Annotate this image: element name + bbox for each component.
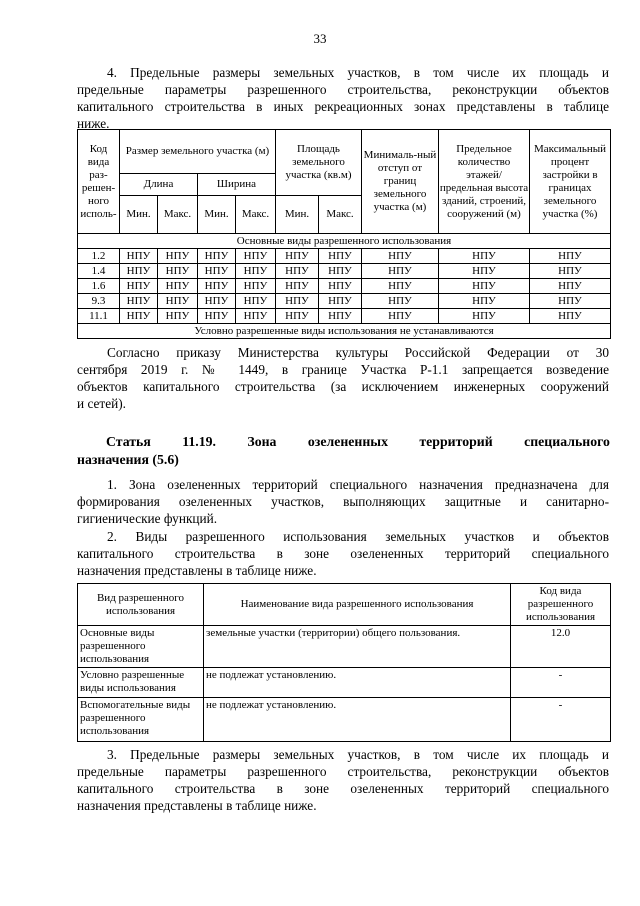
heading-line: назначения (5.6) bbox=[77, 452, 179, 467]
row-cell: НПУ bbox=[158, 249, 198, 264]
header-max-floors: Предельное количество этажей/ предельная высота зданий, строений, сооружений (м) bbox=[439, 130, 530, 234]
heading-word: озелененных bbox=[307, 434, 388, 449]
header-min: Мин. bbox=[276, 196, 319, 234]
paragraph-zone-purpose bbox=[77, 476, 609, 527]
row-cell: НПУ bbox=[198, 294, 236, 309]
heading-word: Зона bbox=[247, 434, 277, 449]
row-cell: НПУ bbox=[530, 264, 611, 279]
row-cell: НПУ bbox=[198, 279, 236, 294]
row-cell: НПУ bbox=[530, 294, 611, 309]
row-cell: НПУ bbox=[276, 309, 319, 324]
text-line: 2. Виды разрешенного использования земельных участков и объектов bbox=[107, 529, 609, 544]
row-cell: НПУ bbox=[439, 279, 530, 294]
header-max: Макс. bbox=[236, 196, 276, 234]
row-cell: НПУ bbox=[158, 294, 198, 309]
heading-line bbox=[106, 433, 610, 451]
row-cell: НПУ bbox=[236, 249, 276, 264]
row-cell: НПУ bbox=[120, 309, 158, 324]
text-line: назначения представлены в таблице ниже. bbox=[77, 798, 317, 813]
text-line: капитального строительства в зоне озелененных территорий специального bbox=[77, 546, 609, 561]
table-row bbox=[78, 249, 611, 264]
row-cell: НПУ bbox=[439, 294, 530, 309]
row-cell: НПУ bbox=[236, 264, 276, 279]
text-line: и сетей). bbox=[77, 396, 126, 411]
table-row bbox=[78, 626, 611, 668]
row-use-name: не подлежат установлению. bbox=[204, 668, 511, 698]
row-cell: НПУ bbox=[439, 309, 530, 324]
header-min: Мин. bbox=[120, 196, 158, 234]
heading-word: 11.19. bbox=[182, 434, 216, 449]
row-cell: НПУ bbox=[276, 249, 319, 264]
row-cell: НПУ bbox=[319, 264, 362, 279]
table-row bbox=[78, 309, 611, 324]
text-line: ниже. bbox=[77, 116, 110, 131]
row-cell: НПУ bbox=[276, 279, 319, 294]
row-cell: НПУ bbox=[319, 249, 362, 264]
text-line: предельные параметры разрешенного строительства, реконструкции объектов bbox=[77, 82, 609, 97]
row-cell: НПУ bbox=[198, 309, 236, 324]
permitted-uses-table bbox=[77, 583, 611, 742]
row-cell: НПУ bbox=[120, 264, 158, 279]
row-cell: НПУ bbox=[362, 279, 439, 294]
row-cell: НПУ bbox=[439, 249, 530, 264]
text-line: капитального строительства в зоне озелененных территорий специального bbox=[77, 781, 609, 796]
row-cell: НПУ bbox=[276, 264, 319, 279]
heading-word: специального bbox=[524, 434, 610, 449]
row-cell: НПУ bbox=[198, 249, 236, 264]
row-cell: НПУ bbox=[236, 309, 276, 324]
row-cell: НПУ bbox=[362, 249, 439, 264]
paragraph-limits-recreation bbox=[77, 64, 609, 132]
row-use-name: земельные участки (территории) общего пользования. bbox=[204, 626, 511, 668]
table-row bbox=[78, 294, 611, 309]
row-use-type: Вспомогательные виды разрешенного использования bbox=[78, 698, 204, 742]
row-cell: НПУ bbox=[439, 264, 530, 279]
row-use-code: - bbox=[511, 668, 611, 698]
row-cell: НПУ bbox=[198, 264, 236, 279]
row-cell: НПУ bbox=[319, 309, 362, 324]
article-heading bbox=[77, 433, 610, 469]
row-use-type: Условно разрешенные виды использования bbox=[78, 668, 204, 698]
text-line: объектов капитального строительства (за исключением инженерных сооружений bbox=[77, 379, 609, 394]
text-line: гигиенические функций. bbox=[77, 511, 218, 526]
row-cell: НПУ bbox=[120, 249, 158, 264]
header-max-percent: Максимальный процент застройки в границах земельного участка (%) bbox=[530, 130, 611, 234]
row-cell: НПУ bbox=[158, 264, 198, 279]
header-max: Макс. bbox=[319, 196, 362, 234]
text-line: Согласно приказу Министерства культуры Российской Федерации от 30 bbox=[107, 345, 609, 360]
header-use-code: Код вида разрешенного использования bbox=[511, 584, 611, 626]
header-use-name: Наименование вида разрешенного использования bbox=[204, 584, 511, 626]
row-cell: НПУ bbox=[120, 279, 158, 294]
row-cell: НПУ bbox=[158, 309, 198, 324]
text-line: сентября 2019 г. № 1449, в границе Участка Р-1.1 запрещается возведение bbox=[77, 362, 609, 377]
text-line: предельные параметры разрешенного строительства, реконструкции объектов bbox=[77, 764, 609, 779]
header-code: Код вида раз-решен-ного исполь- bbox=[78, 130, 120, 234]
row-cell: НПУ bbox=[120, 294, 158, 309]
text-line: капитального строительства в иных рекреационных зонах представлены в таблице bbox=[77, 99, 609, 114]
header-min-offset: Минималь-ный отступ от границ земельного участка (м) bbox=[362, 130, 439, 234]
parameters-table-recreation bbox=[77, 129, 611, 339]
paragraph-limits-green-zone bbox=[77, 746, 609, 814]
row-use-code: - bbox=[511, 698, 611, 742]
table-row bbox=[78, 279, 611, 294]
row-code: 1.6 bbox=[78, 279, 120, 294]
row-cell: НПУ bbox=[236, 279, 276, 294]
row-cell: НПУ bbox=[276, 294, 319, 309]
row-cell: НПУ bbox=[319, 294, 362, 309]
section-main-uses: Основные виды разрешенного использования bbox=[78, 234, 611, 249]
table-row bbox=[78, 668, 611, 698]
row-cell: НПУ bbox=[362, 309, 439, 324]
table-row bbox=[78, 698, 611, 742]
text-line: назначения представлены в таблице ниже. bbox=[77, 563, 317, 578]
table-row bbox=[78, 264, 611, 279]
row-code: 11.1 bbox=[78, 309, 120, 324]
header-min: Мин. bbox=[198, 196, 236, 234]
text-line: 4. Предельные размеры земельных участков, в том числе их площадь и bbox=[107, 65, 609, 80]
text-line: 3. Предельные размеры земельных участков, в том числе их площадь и bbox=[107, 747, 609, 762]
heading-word: территорий bbox=[419, 434, 493, 449]
row-cell: НПУ bbox=[530, 279, 611, 294]
row-use-name: не подлежат установлению. bbox=[204, 698, 511, 742]
header-use-type: Вид разрешенного использования bbox=[78, 584, 204, 626]
header-plot-size: Размер земельного участка (м) bbox=[120, 130, 276, 174]
header-length: Длина bbox=[120, 174, 198, 196]
heading-word: Статья bbox=[106, 434, 151, 449]
row-cell: НПУ bbox=[530, 309, 611, 324]
text-line: 1. Зона озелененных территорий специального назначения предназначена для bbox=[107, 477, 609, 492]
text-line: формирования озелененных участков, выполняющих защитные и санитарно- bbox=[77, 494, 609, 509]
row-cell: НПУ bbox=[362, 294, 439, 309]
header-width: Ширина bbox=[198, 174, 276, 196]
paragraph-ministry-order bbox=[77, 344, 609, 412]
row-cell: НПУ bbox=[319, 279, 362, 294]
row-code: 1.4 bbox=[78, 264, 120, 279]
row-cell: НПУ bbox=[530, 249, 611, 264]
row-cell: НПУ bbox=[236, 294, 276, 309]
row-code: 1.2 bbox=[78, 249, 120, 264]
row-use-type: Основные виды разрешенного использования bbox=[78, 626, 204, 668]
header-plot-area: Площадь земельного участка (кв.м) bbox=[276, 130, 362, 196]
row-cell: НПУ bbox=[158, 279, 198, 294]
header-max: Макс. bbox=[158, 196, 198, 234]
page-number: 33 bbox=[313, 31, 327, 46]
row-code: 9.3 bbox=[78, 294, 120, 309]
row-cell: НПУ bbox=[362, 264, 439, 279]
section-conditional-uses: Условно разрешенные виды использования не устанавливаются bbox=[78, 324, 611, 339]
paragraph-permitted-uses bbox=[77, 528, 609, 579]
row-use-code: 12.0 bbox=[511, 626, 611, 668]
